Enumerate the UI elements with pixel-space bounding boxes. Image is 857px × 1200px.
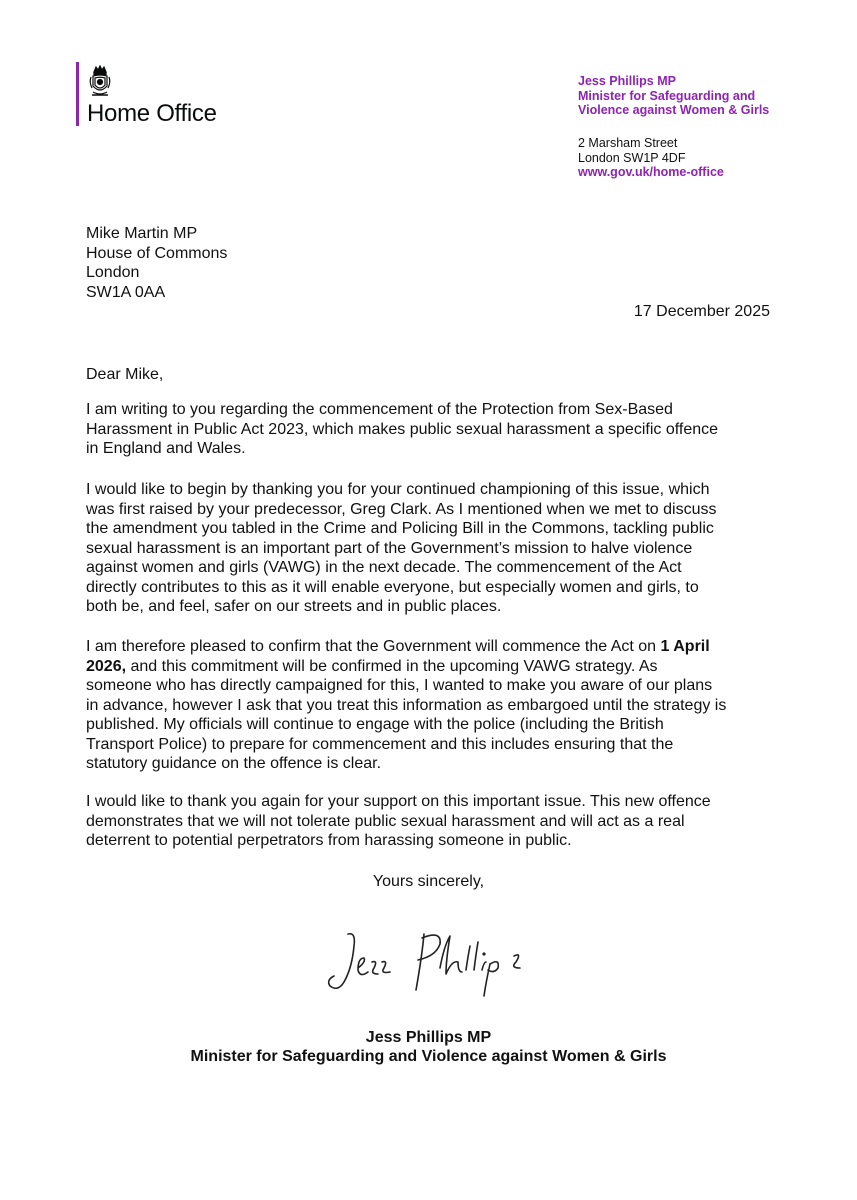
commencement-date-bold: 1 April (660, 638, 710, 655)
text-line: sexual harassment is an important part of the Government’s mission to halve violence (86, 539, 693, 557)
letter-date: 17 December 2025 (633, 303, 770, 320)
text-line: demonstrates that we will not tolerate public sexual harassment and will act as a real (86, 812, 685, 830)
text-line: published. My officials will continue to engage with the police (including the British (86, 716, 664, 733)
logo-accent-bar (76, 62, 79, 126)
paragraph-3 (86, 637, 776, 774)
sender-role-line1: Minister for Safeguarding and (578, 88, 756, 103)
text-line: directly contributes to this as it will enable everyone, but especially women and girls, to (86, 578, 699, 596)
paragraph-4 (86, 792, 776, 851)
text-line: both be, and feel, safer on our streets and in public places. (86, 598, 502, 615)
text-fragment: and this commitment will be confirmed in the upcoming VAWG strategy. As (126, 657, 658, 675)
text-line: deterrent to potential perpetrators from harassing someone in public. (86, 832, 572, 849)
sender-address (578, 136, 724, 180)
text-line (86, 637, 776, 657)
text-line: was first raised by your predecessor, Greg Clark. As I mentioned when we met to discuss (86, 500, 717, 518)
address-line1: 2 Marsham Street (578, 136, 678, 150)
paragraph-1 (86, 400, 776, 459)
text-line: in advance, however I ask that you treat this information as embargoed until the strategy is (86, 696, 727, 714)
text-line: I would like to thank you again for your support on this important issue. This new offence (86, 793, 711, 810)
text-line: Transport Police) to prepare for commencement and this includes ensuring that the (86, 735, 674, 753)
address-line2: London SW1P 4DF (578, 150, 686, 165)
sender-role-line2: Violence against Women & Girls (578, 103, 770, 117)
website-link[interactable]: www.gov.uk/home-office (578, 165, 724, 179)
text-line: in England and Wales. (86, 440, 246, 457)
recipient-line1: House of Commons (86, 244, 228, 262)
sender-name: Jess Phillips MP (578, 74, 676, 88)
commencement-year-bold: 2026, (86, 657, 127, 675)
closing: Yours sincerely, (372, 873, 485, 890)
recipient-block (86, 224, 227, 302)
department-name: Home Office (87, 100, 217, 127)
text-fragment: I am therefore pleased to confirm that the Government will commence the Act on (86, 638, 661, 655)
recipient-line2: London (86, 264, 140, 281)
text-line: the amendment you tabled in the Crime and Policing Bill in the Commons, tackling public (86, 520, 714, 537)
signatory-title: Minister for Safeguarding and Violence against Women & Girls (190, 1048, 667, 1065)
text-line: Harassment in Public Act 2023, which makes public sexual harassment a specific offence (86, 420, 719, 438)
recipient-postcode: SW1A 0AA (86, 283, 166, 301)
text-line (86, 657, 776, 677)
royal-crest-icon (88, 64, 112, 100)
paragraph-2 (86, 480, 776, 617)
recipient-name: Mike Martin MP (86, 225, 198, 242)
text-line: someone who has directly campaigned for this, I wanted to make you aware of our plans (86, 677, 713, 694)
signatory-name: Jess Phillips MP (365, 1029, 492, 1046)
text-line: I would like to begin by thanking you for your continued championing of this issue, which (86, 481, 710, 498)
salutation: Dear Mike, (86, 366, 164, 383)
handwritten-signature (318, 916, 538, 1000)
text-line: I am writing to you regarding the commencement of the Protection from Sex-Based (86, 401, 673, 418)
sender-block (578, 74, 769, 118)
text-line: statutory guidance on the offence is clear. (86, 755, 382, 772)
text-line: against women and girls (VAWG) in the next decade. The commencement of the Act (86, 559, 682, 576)
